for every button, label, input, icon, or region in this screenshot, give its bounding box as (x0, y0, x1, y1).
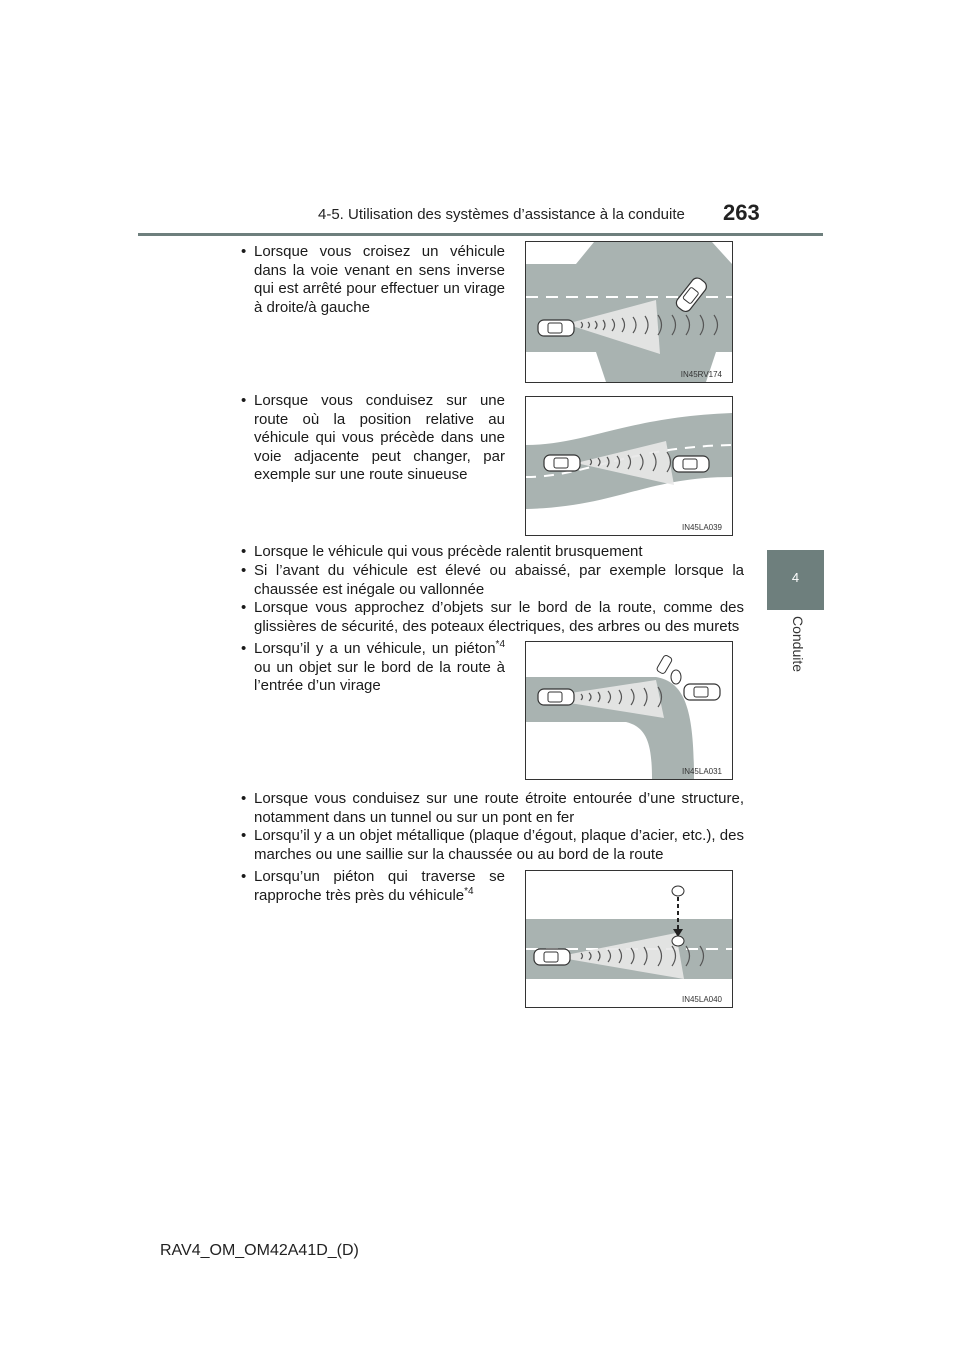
bullet: • (241, 640, 247, 657)
bullet: • (241, 827, 247, 844)
figure-code: IN45RV174 (680, 370, 722, 379)
list-item (241, 827, 744, 864)
figure-crossing-vehicle (525, 241, 733, 383)
bullet: • (241, 543, 247, 560)
chapter-label: Conduite (790, 615, 806, 673)
list-item (241, 790, 744, 827)
bullet: • (241, 562, 247, 579)
chapter-number: 4 (791, 570, 800, 585)
list-item (241, 243, 505, 317)
footnote-mark: *4 (464, 885, 474, 897)
item-text: Lorsqu’il y a un objet métallique (plaque d’égout, plaque d’acier, etc.), des marches ou une saillie sur la chaussée ou au bord de la route (254, 827, 744, 863)
list-item (241, 562, 744, 599)
item-text: Si l’avant du véhicule est élevé ou abaissé, par exemple lorsque la chaussée est inégale ou vallonnée (254, 562, 744, 598)
figure-winding-road (525, 396, 733, 536)
item-text (254, 868, 505, 905)
list-item (241, 543, 744, 562)
item-text-part: Lorsqu’un piéton qui traverse se rapproche très près du véhicule (254, 868, 505, 904)
bullet: • (241, 243, 247, 260)
item-text: Lorsque vous conduisez sur une route étroite entourée d’une structure, notamment dans un tunnel ou sur un pont en fer (254, 790, 744, 826)
item-text-part: Lorsqu’il y a un véhicule, un piéton (254, 640, 496, 657)
figure-curve-entrance (525, 641, 733, 780)
item-text (254, 640, 505, 696)
figure-code: IN45LA039 (681, 523, 722, 532)
figure-pedestrian-close (525, 870, 733, 1008)
figure-code: IN45LA040 (681, 995, 722, 1004)
item-text-part: ou un objet sur le bord de la route à l’entrée d’un virage (254, 658, 505, 694)
bullet: • (241, 392, 247, 409)
ego-car (538, 320, 574, 336)
item-text: Lorsque vous conduisez sur une route où la position relative au véhicule qui vous précède dans une voie adjacente peut changer, par exemple sur une route sinueuse (254, 392, 505, 483)
figure-code: IN45LA031 (681, 767, 722, 776)
document-code: RAV4_OM_OM42A41D_(D) (160, 1242, 359, 1259)
list-item (241, 868, 505, 905)
footnote-mark: *4 (495, 639, 505, 650)
list-item (241, 392, 505, 485)
list-item (241, 599, 744, 636)
list-item (241, 640, 505, 696)
bullet: • (241, 868, 247, 885)
item-text: Lorsque vous croisez un véhicule dans la voie venant en sens inverse qui est arrêté pour effectuer un virage à droite/à gauche (254, 243, 505, 316)
item-text: Lorsque le véhicule qui vous précède ralentit brusquement (254, 543, 643, 560)
item-text: Lorsque vous approchez d’objets sur le bord de la route, comme des glissières de sécurité, des poteaux électriques, des arbres ou des murets (254, 599, 744, 635)
header-rule (138, 233, 823, 236)
page-number: 263 (723, 200, 760, 225)
section-title: 4-5. Utilisation des systèmes d’assistance à la conduite (318, 206, 685, 223)
bullet: • (241, 790, 247, 807)
bullet: • (241, 599, 247, 616)
